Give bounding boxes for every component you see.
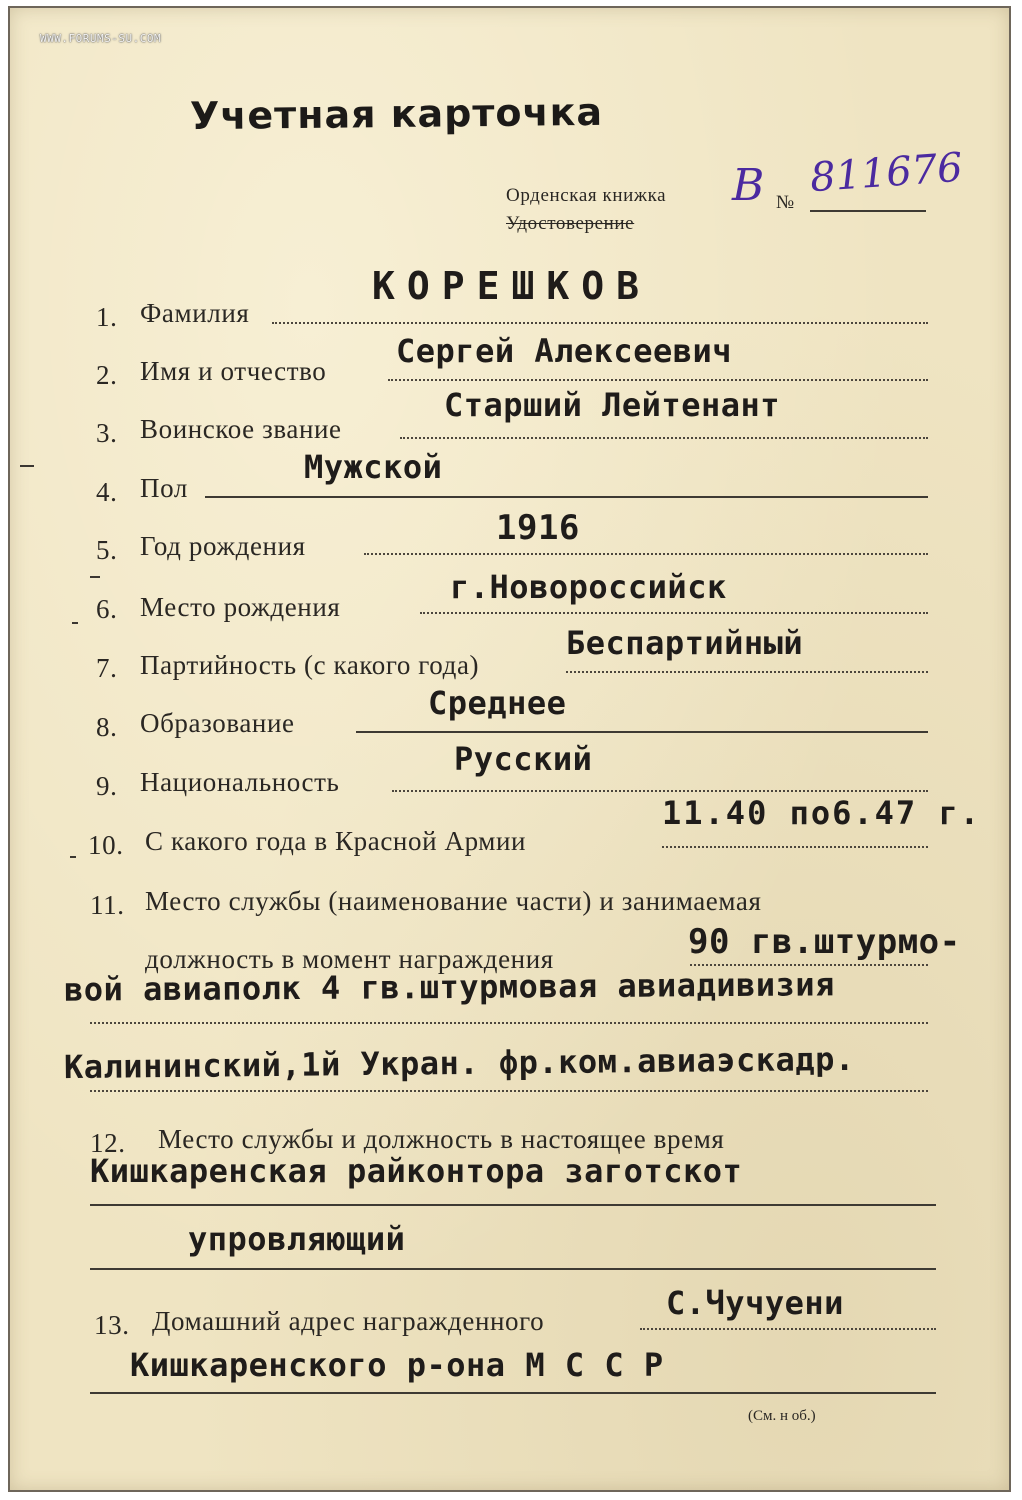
order-book-series: В	[732, 160, 765, 211]
field-12-value-line1: Кишкаренская райконтора заготскот	[90, 1152, 743, 1190]
field-10-number: 10.	[88, 830, 124, 860]
field-2-line	[388, 379, 928, 381]
field-10-value: 11.40 по6.47 г.	[662, 794, 981, 832]
field-11-value-line1: 90 гв.штурмо-	[688, 922, 961, 962]
field-1-value: КОРЕШКОВ	[372, 264, 652, 308]
field-9-line	[392, 790, 928, 792]
field-12-value-line2: упровляющий	[188, 1220, 406, 1258]
card-title: Учетная карточка	[189, 89, 604, 139]
margin-mark	[72, 622, 78, 624]
field-12-line2	[90, 1268, 936, 1270]
order-book-label: Орденская книжка	[506, 185, 667, 206]
field-12-label: Место службы и должность в настоящее время	[158, 1124, 725, 1154]
field-2-label: Имя и отчество	[140, 356, 327, 386]
field-3-label: Воинское звание	[140, 414, 342, 444]
field-8-number: 8.	[96, 712, 118, 742]
field-11-value-line2: вой авиаполк 4 гв.штурмовая авиадивизия	[63, 965, 835, 1009]
field-8-value: Среднее	[428, 684, 567, 722]
field-11-line2	[90, 1022, 928, 1024]
field-8-line	[356, 731, 928, 733]
order-book-number: 811676	[808, 144, 965, 202]
field-5-number: 5.	[96, 535, 118, 565]
field-9-number: 9.	[96, 771, 118, 801]
field-12-line1	[90, 1204, 936, 1206]
field-9-label: Национальность	[140, 767, 340, 797]
certificate-label: Удостоверение	[506, 213, 635, 234]
field-6-label: Место рождения	[140, 592, 341, 622]
field-13-label: Домашний адрес награжденного	[152, 1306, 545, 1336]
field-1-label: Фамилия	[140, 298, 250, 328]
field-6-value: г.Новороссийск	[450, 568, 727, 606]
field-13-value-line2: Кишкаренского р-она М С С Р	[130, 1346, 664, 1384]
margin-mark	[70, 856, 76, 858]
field-13-line2	[90, 1392, 936, 1394]
see-reverse-note: (См. н об.)	[748, 1408, 816, 1424]
field-10-line	[662, 846, 928, 848]
field-7-line	[566, 671, 928, 673]
field-2-number: 2.	[96, 360, 118, 390]
margin-mark	[20, 465, 34, 467]
margin-mark	[90, 576, 100, 578]
field-4-number: 4.	[96, 477, 118, 507]
number-sign: №	[776, 192, 795, 213]
field-1-number: 1.	[96, 302, 118, 332]
field-12-number: 12.	[90, 1128, 126, 1158]
field-6-number: 6.	[96, 594, 118, 624]
field-9-value: Русский	[454, 740, 593, 778]
field-7-number: 7.	[96, 653, 118, 683]
field-4-line	[205, 496, 928, 498]
field-13-number: 13.	[94, 1310, 130, 1340]
field-11-line3	[90, 1090, 928, 1092]
field-11-label-line2: должность в момент награждения	[145, 944, 554, 974]
field-4-value: Мужской	[304, 448, 443, 486]
field-5-label: Год рождения	[140, 531, 306, 561]
field-3-value: Старший Лейтенант	[444, 386, 781, 424]
field-2-value: Сергей Алексеевич	[396, 332, 733, 370]
field-3-number: 3.	[96, 418, 118, 448]
field-8-label: Образование	[140, 708, 295, 738]
field-11-label-line1: Место службы (наименование части) и занимаемая	[145, 886, 762, 916]
field-10-label: С какого года в Красной Армии	[145, 826, 527, 856]
field-11-value-line3: Калининский,1й Укран. фр.ком.авиаэскадр.	[63, 1039, 855, 1087]
field-11-number: 11.	[90, 890, 125, 920]
field-13-line1	[640, 1328, 936, 1330]
field-1-line	[272, 322, 928, 324]
field-3-line	[400, 437, 928, 439]
number-underline	[810, 210, 926, 212]
field-5-line	[364, 553, 928, 555]
field-6-line	[420, 612, 928, 614]
watermark: WWW.FORUMS-SU.COM	[40, 32, 162, 45]
field-7-label: Партийность (с какого года)	[140, 650, 480, 680]
field-4-label: Пол	[140, 473, 188, 503]
field-13-value-line1: С.Чучуени	[666, 1284, 844, 1322]
field-5-value: 1916	[496, 508, 580, 548]
field-7-value: Беспартийный	[566, 624, 804, 662]
